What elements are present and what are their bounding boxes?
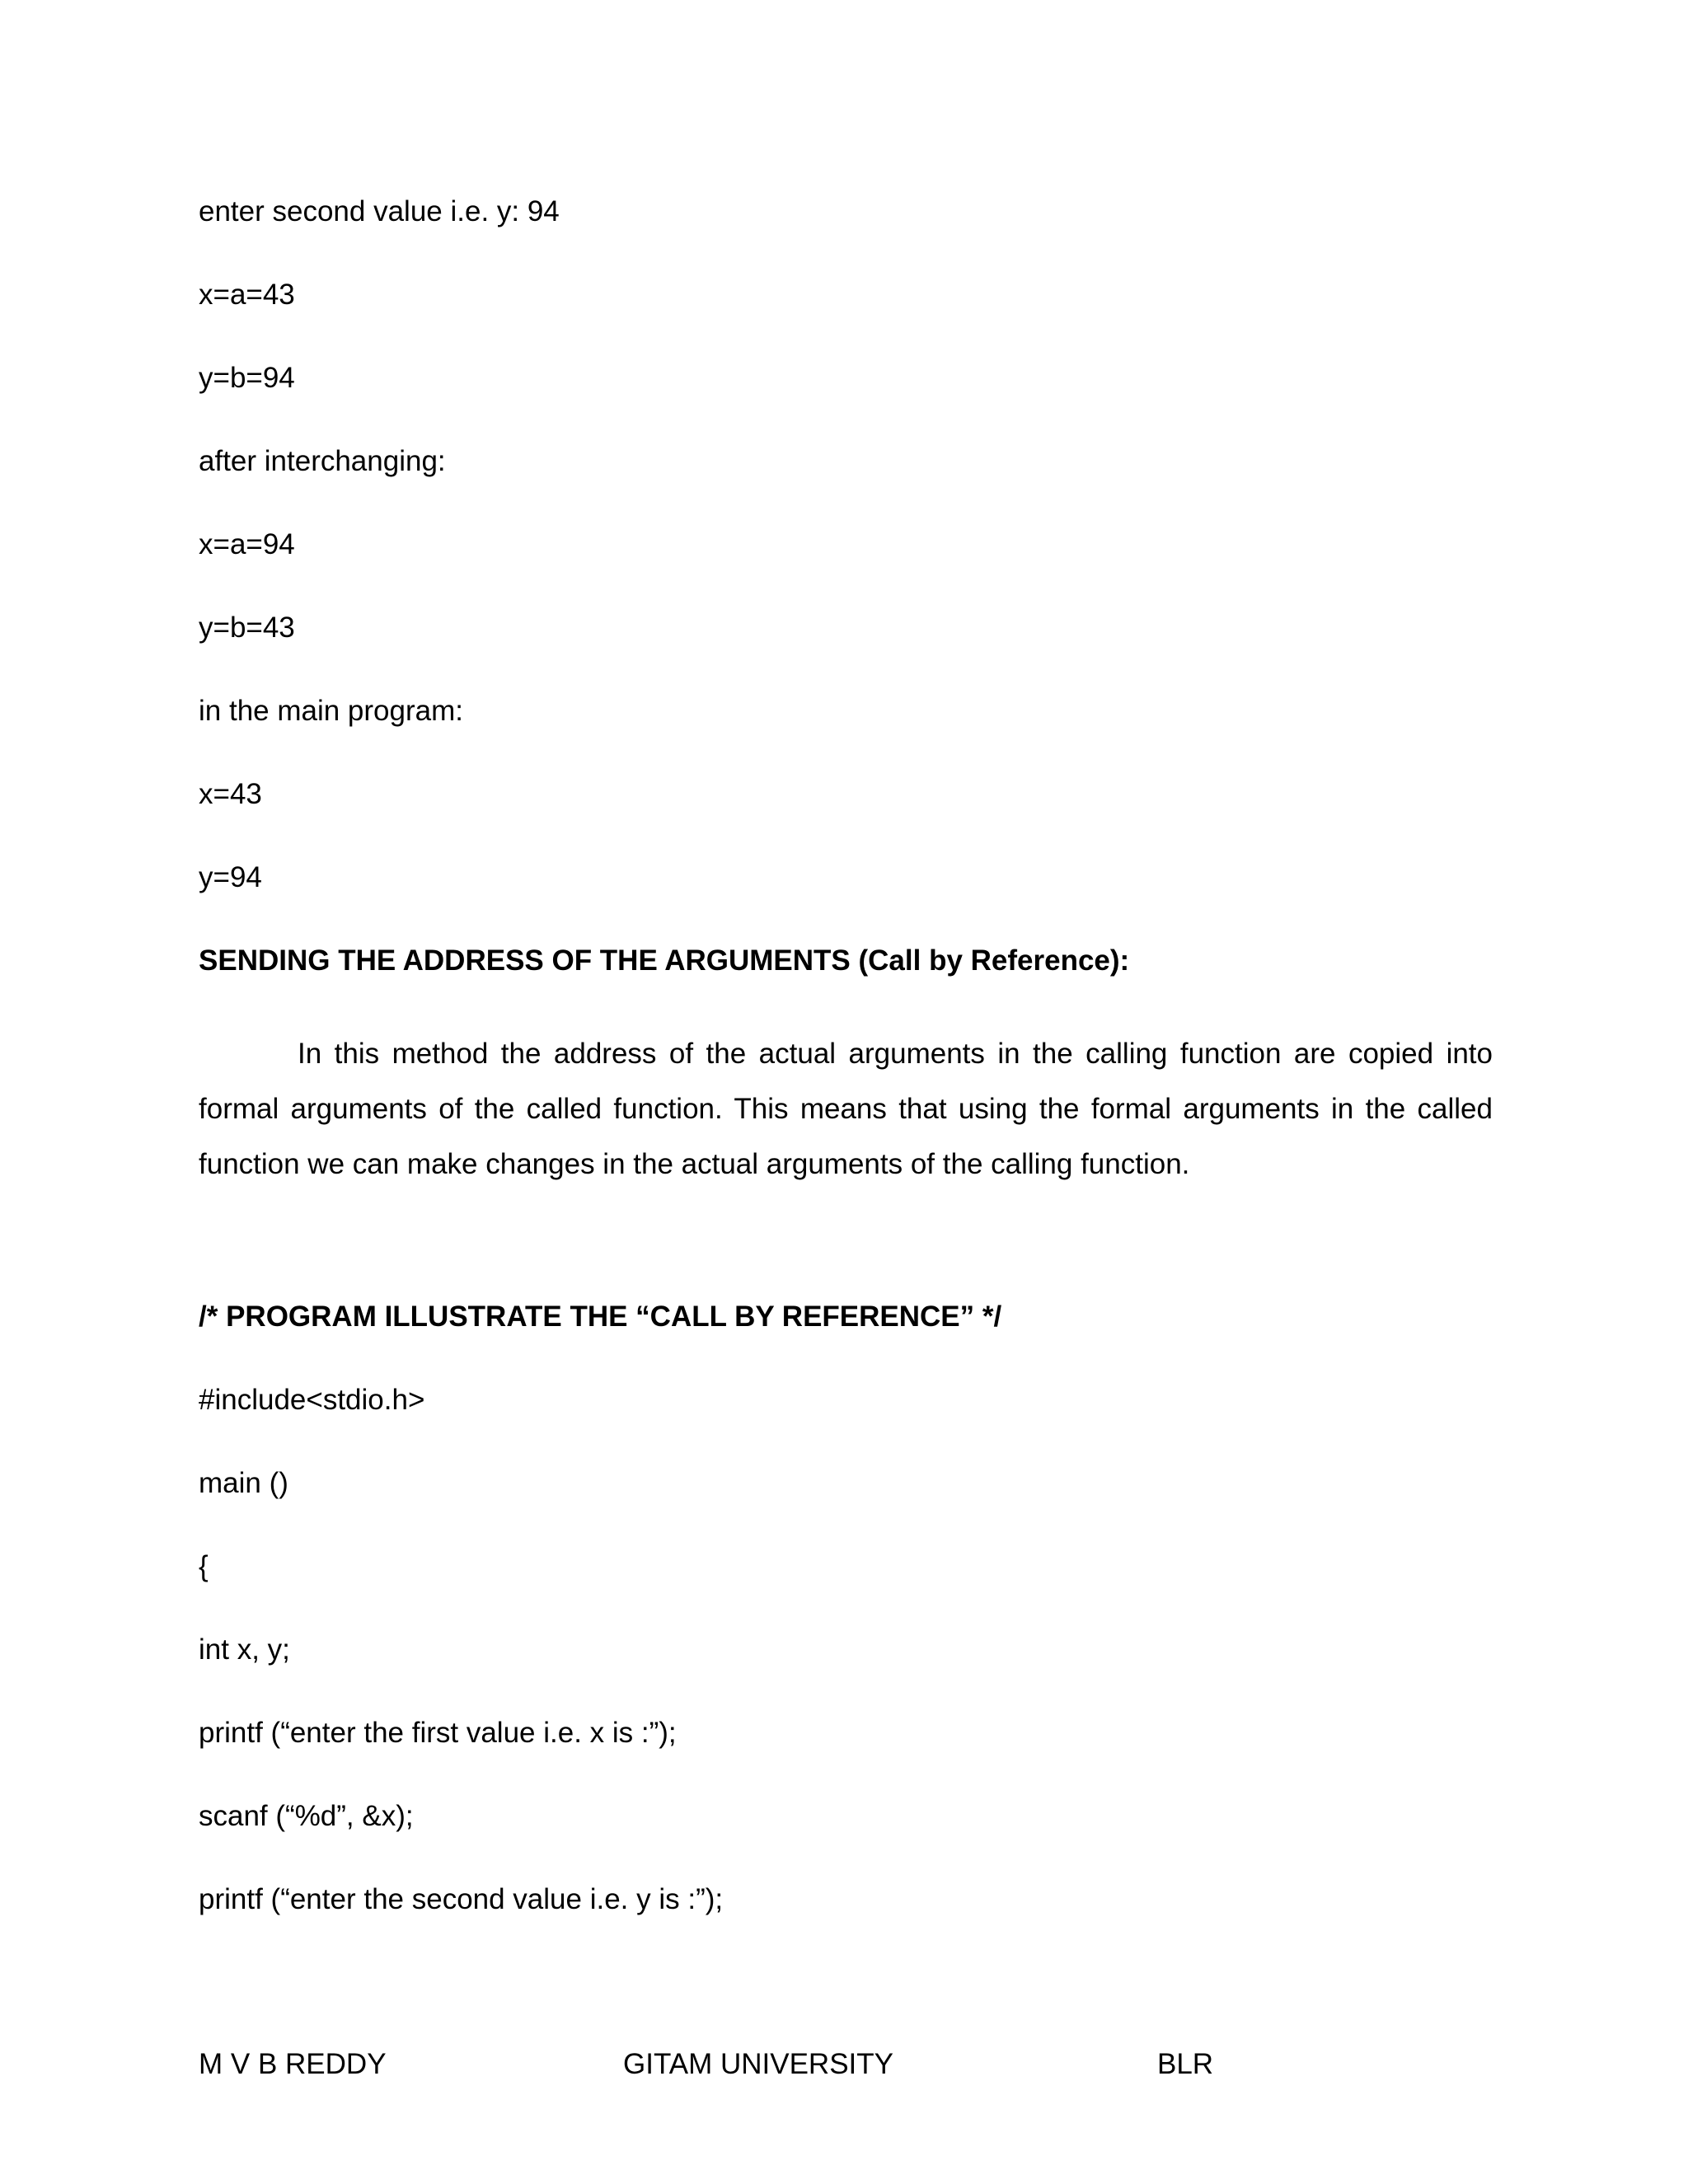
code-line-7: printf (“enter the second value i.e. y is :”); [199,1883,724,1915]
code-line-3: { [199,1550,209,1582]
code-line-2: main () [199,1467,288,1499]
footer-location: BLR [1157,2048,1214,2080]
output-line-9: y=94 [199,861,262,893]
code-line-5: printf (“enter the first value i.e. x is :”); [199,1717,677,1749]
body-paragraph: In this method the address of the actual arguments in the calling function are copied into formal arguments of the called function. This means that using the formal arguments in the called function we can make changes in the actual arguments of the calling function. [199,1038,1493,1180]
output-line-2: x=a=43 [199,279,295,311]
code-line-1: #include<stdio.h> [199,1384,425,1416]
output-line-7: in the main program: [199,695,463,727]
output-line-4: after interchanging: [199,445,446,477]
output-line-5: x=a=94 [199,528,295,560]
code-line-4: int x, y; [199,1633,290,1666]
footer-institution: GITAM UNIVERSITY [623,2048,893,2080]
page-footer [0,2046,1688,2082]
output-line-3: y=b=94 [199,362,295,394]
output-line-8: x=43 [199,778,262,810]
output-line-6: y=b=43 [199,612,295,644]
section-heading: SENDING THE ADDRESS OF THE ARGUMENTS (Call by Reference): [199,944,1130,977]
program-heading: /* PROGRAM ILLUSTRATE THE “CALL BY REFERENCE” */ [199,1301,1002,1333]
footer-author: M V B REDDY [199,2048,387,2080]
output-line-1: enter second value i.e. y: 94 [199,195,560,227]
page-content [199,194,1493,1965]
code-line-6: scanf (“%d”, &x); [199,1800,414,1832]
